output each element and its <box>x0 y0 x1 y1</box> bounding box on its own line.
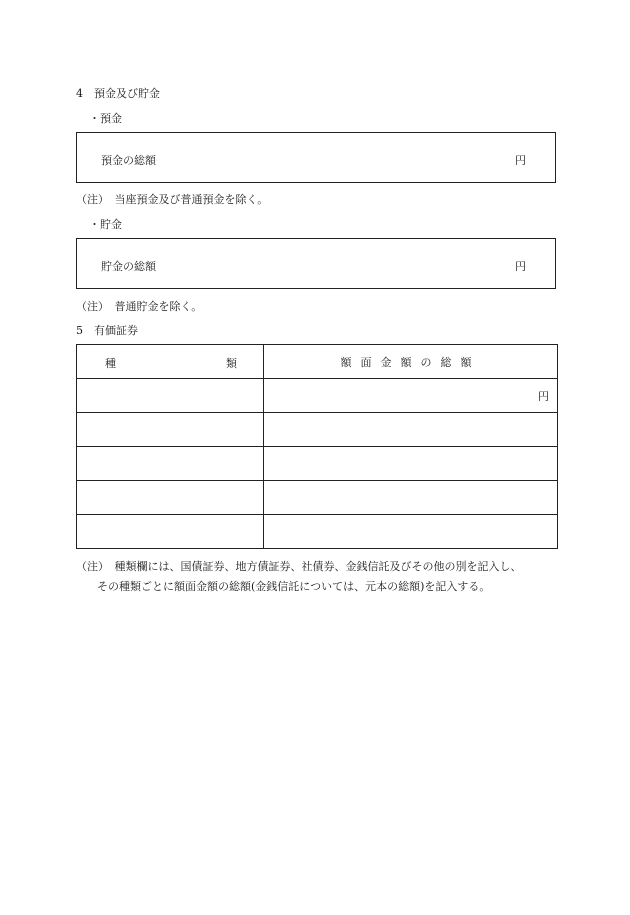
securities-table-header <box>77 345 558 379</box>
amount-unit: 円 <box>538 389 549 403</box>
securities-note-line-1: （注） 種類欄には、国債証券、地方債証券、社債券、金銭信託及びその他の別を記入し、 <box>76 560 522 573</box>
table-row <box>77 447 558 481</box>
header-face-value-total: 額面金額の総額 <box>264 345 558 379</box>
kind-cell[interactable] <box>77 481 264 515</box>
section-5-heading: 5 有価証券 <box>76 324 138 337</box>
deposit-total-box <box>76 132 556 183</box>
header-kind-char-1: 種 <box>105 357 116 370</box>
savings-note: （注） 普通貯金を除く。 <box>76 300 203 313</box>
amount-cell[interactable] <box>264 379 558 413</box>
kind-cell[interactable] <box>77 515 264 549</box>
header-kind-char-2: 類 <box>226 357 237 370</box>
table-row <box>77 379 558 413</box>
securities-table <box>76 344 558 549</box>
deposit-note: （注） 当座預金及び普通預金を除く。 <box>76 193 269 206</box>
table-row <box>77 413 558 447</box>
header-kind <box>77 345 264 379</box>
table-row <box>77 515 558 549</box>
savings-subheading: ・貯金 <box>89 218 122 231</box>
table-row <box>77 481 558 515</box>
deposit-total-unit: 円 <box>515 154 526 167</box>
deposit-total-label: 預金の総額 <box>101 154 156 167</box>
amount-cell[interactable] <box>264 481 558 515</box>
amount-cell[interactable] <box>264 413 558 447</box>
kind-cell[interactable] <box>77 379 264 413</box>
deposit-subheading: ・預金 <box>89 112 122 125</box>
securities-note-line-2: その種類ごとに額面金額の総額(金銭信託については、元本の総額)を記入する。 <box>97 580 491 593</box>
kind-cell[interactable] <box>77 413 264 447</box>
savings-total-unit: 円 <box>515 260 526 273</box>
savings-total-label: 貯金の総額 <box>101 260 156 273</box>
amount-cell[interactable] <box>264 515 558 549</box>
amount-cell[interactable] <box>264 447 558 481</box>
section-4-heading: 4 預金及び貯金 <box>76 87 160 100</box>
savings-total-box <box>76 238 556 289</box>
kind-cell[interactable] <box>77 447 264 481</box>
